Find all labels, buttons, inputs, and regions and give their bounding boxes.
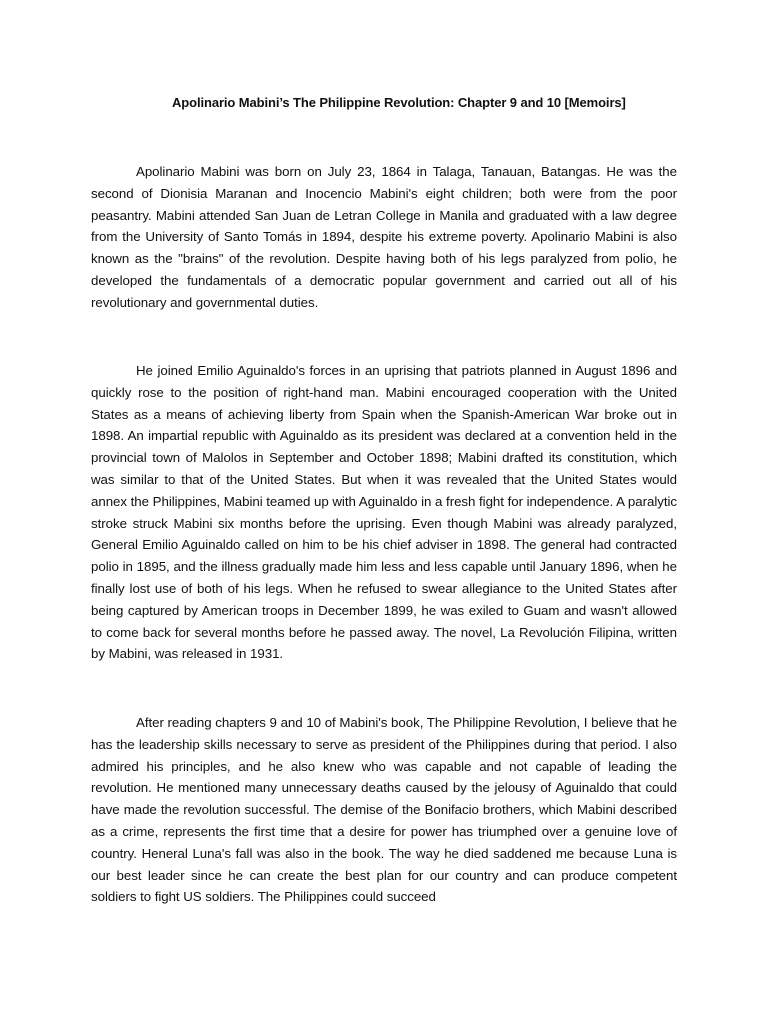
paragraph-revolution-history: He joined Emilio Aguinaldo's forces in an uprising that patriots planned in August 1896 and quickly rose to the position of right-hand man. Mabini encouraged cooperation with the United States as a means of achieving liberty from Spain when the Spanish-American War broke out in 1898. An impartial republic with Aguinaldo as its president was declared at a convention held in the provincial town of Malolos in September and October 1898; Mabini drafted its constitution, which was similar to that of the United States. But when it was revealed that the United States would annex the Philippines, Mabini teamed up with Aguinaldo in a fresh fight for independence. A paralytic stroke struck Mabini six months before the uprising. Even though Mabini was already paralyzed, General Emilio Aguinaldo called on him to be his chief adviser in 1898. The general had contracted polio in 1895, and the illness gradually made him less and less capable until January 1896, when he finally lost use of both of his legs. When he refused to swear allegiance to the United States after being captured by American troops in December 1899, he was exiled to Guam and wasn't allowed to come back for several months before he passed away. The novel, La Revolución Filipina, written by Mabini, was released in 1931. xyxy=(91,363,677,662)
paragraph-biography: Apolinario Mabini was born on July 23, 1864 in Talaga, Tanauan, Batangas. He was the second of Dionisia Maranan and Inocencio Mabini's eight children; both were from the poor peasantry. Mabini attended San Juan de Letran College in Manila and graduated with a law degree from the University of Santo Tomás in 1894, despite his extreme poverty. Apolinario Mabini is also known as the "brains" of the revolution. Despite having both of his legs paralyzed from polio, he developed the fundamentals of a democratic popular government and carried out all of his revolutionary and governmental duties. xyxy=(91,164,677,310)
paragraph-reflection: After reading chapters 9 and 10 of Mabini's book, The Philippine Revolution, I believe that he has the leadership skills necessary to serve as president of the Philippines during that period. I also admired his principles, and he also knew who was capable and not capable of leading the revolution. He mentioned many unnecessary deaths caused by the jelousy of Aguinaldo that could have made the revolution successful. The demise of the Bonifacio brothers, which Mabini described as a crime, represents the first time that a desire for power has triumphed over a genuine love of country. Heneral Luna's fall was also in the book. The way he died saddened me because Luna is our best leader since he can create the best plan for our country and can produce competent soldiers to fight US soldiers. The Philippines could succeed xyxy=(91,715,677,905)
document-title: Apolinario Mabini’s The Philippine Revolution: Chapter 9 and 10 [Memoirs] xyxy=(172,95,626,110)
